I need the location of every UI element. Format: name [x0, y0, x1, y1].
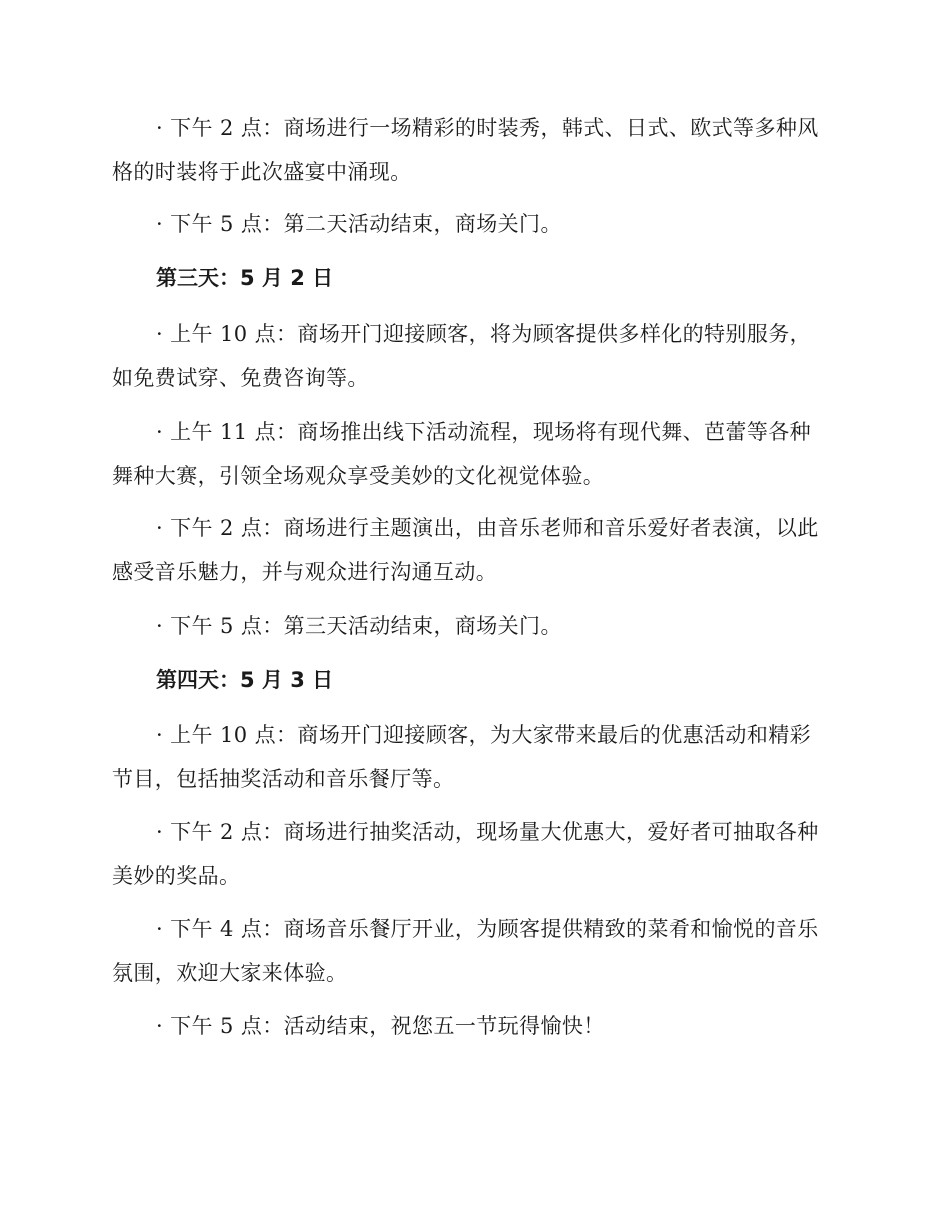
- schedule-item: · 下午 2 点：商场进行主题演出，由音乐老师和音乐爱好者表演，以此感受音乐魅力，并与观众进行沟通互动。: [112, 516, 819, 584]
- schedule-item: · 下午 5 点：第二天活动结束，商场关门。: [156, 212, 562, 236]
- schedule-item: · 上午 10 点：商场开门迎接顾客，将为顾客提供多样化的特别服务，如免费试穿、免费咨询等。: [112, 322, 812, 390]
- schedule-item: · 下午 2 点：商场进行一场精彩的时装秀，韩式、日式、欧式等多种风格的时装将于此次盛宴中涌现。: [112, 116, 819, 184]
- schedule-item: · 下午 2 点：商场进行抽奖活动，现场量大优惠大，爱好者可抽取各种美妙的奖品。: [112, 820, 819, 888]
- schedule-item: · 下午 5 点：活动结束，祝您五一节玩得愉快！: [156, 1014, 605, 1038]
- schedule-item: · 下午 4 点：商场音乐餐厅开业，为顾客提供精致的菜肴和愉悦的音乐氛围，欢迎大家来体验。: [112, 917, 819, 985]
- day-heading: 第四天：5 月 3 日: [156, 668, 334, 692]
- schedule-item: · 上午 11 点：商场推出线下活动流程，现场将有现代舞、芭蕾等各种舞种大赛，引领全场观众享受美妙的文化视觉体验。: [112, 420, 812, 488]
- day-heading: 第三天：5 月 2 日: [156, 266, 334, 290]
- schedule-item: · 上午 10 点：商场开门迎接顾客，为大家带来最后的优惠活动和精彩节目，包括抽奖活动和音乐餐厅等。: [112, 723, 812, 791]
- schedule-item: · 下午 5 点：第三天活动结束，商场关门。: [156, 614, 562, 638]
